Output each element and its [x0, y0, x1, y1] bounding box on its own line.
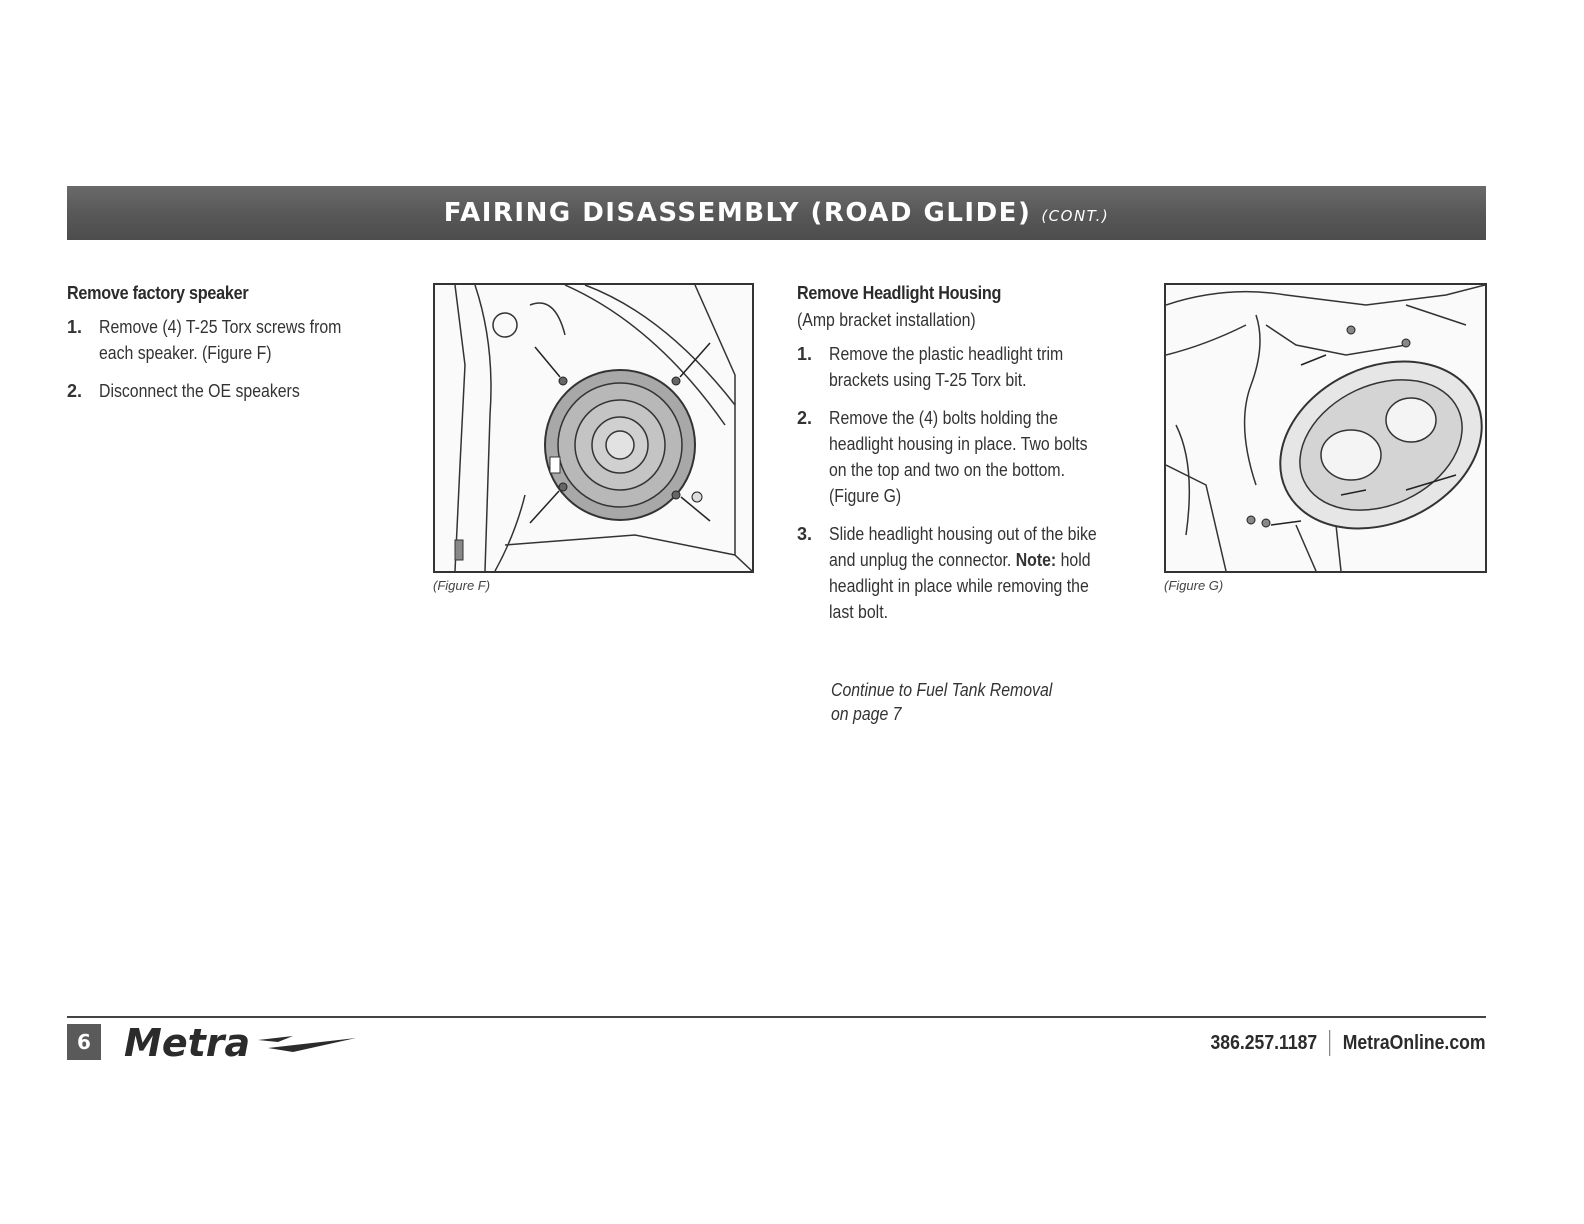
metra-logo — [118, 1022, 358, 1062]
headlight-section-subtitle: (Amp bracket installation) — [797, 310, 976, 330]
list-item — [797, 405, 1137, 509]
list-item — [67, 314, 397, 366]
contact-separator — [1330, 1030, 1331, 1056]
list-item — [797, 341, 1137, 393]
speaker-section — [67, 283, 397, 416]
logo-text: Metra — [124, 1022, 251, 1062]
continue-line-2: on page 7 — [831, 704, 902, 724]
website-link[interactable]: MetraOnline.com — [1343, 1031, 1486, 1054]
speaker-drawing — [435, 285, 752, 571]
step-text: Remove the (4) bolts holding the headlight housing in place. Two bolts on the top and two on the bottom. (Figure G) — [829, 408, 1088, 506]
banner-subtitle: (CONT.) — [1041, 207, 1110, 225]
figure-f-speaker-illustration — [433, 283, 754, 573]
figure-g-caption: (Figure G) — [1164, 578, 1224, 593]
page-number: 6 — [67, 1024, 101, 1060]
headlight-drawing — [1166, 285, 1485, 571]
figure-g-headlight-illustration — [1164, 283, 1487, 573]
step-text-main: Slide headlight housing out of the bike and unplug the connector. — [829, 524, 1097, 570]
note-text: hold headlight in place while removing the last bolt. — [829, 550, 1091, 622]
speaker-steps — [67, 314, 397, 404]
list-item — [67, 378, 397, 404]
figure-f-caption: (Figure F) — [433, 578, 491, 593]
step-text: Remove (4) T-25 Torx screws from each speaker. (Figure F) — [99, 317, 342, 363]
continue-line-1: Continue to Fuel Tank Removal — [831, 680, 1053, 700]
contact-info — [1211, 1030, 1486, 1056]
phone-number: 386.257.1187 — [1210, 1031, 1318, 1054]
step-number: 1. — [797, 344, 813, 364]
step-text: Disconnect the OE speakers — [99, 381, 300, 401]
section-banner — [67, 186, 1486, 240]
step-text — [829, 521, 1100, 625]
step-text: Remove the plastic headlight trim brackets using T-25 Torx bit. — [829, 344, 1064, 390]
headlight-section — [797, 283, 1137, 637]
list-item — [797, 521, 1137, 625]
banner-title: FAIRING DISASSEMBLY (ROAD GLIDE) — [443, 198, 1032, 228]
headlight-section-title: Remove Headlight Housing — [797, 283, 1002, 303]
step-number: 3. — [797, 524, 813, 544]
step-number: 2. — [797, 408, 813, 428]
note-label: Note: — [1015, 550, 1057, 570]
step-number: 1. — [67, 317, 83, 337]
speaker-section-title: Remove factory speaker — [67, 283, 249, 303]
step-number: 2. — [67, 381, 83, 401]
footer-divider — [67, 1016, 1486, 1018]
headlight-steps — [797, 341, 1137, 625]
continue-note — [831, 678, 1095, 726]
